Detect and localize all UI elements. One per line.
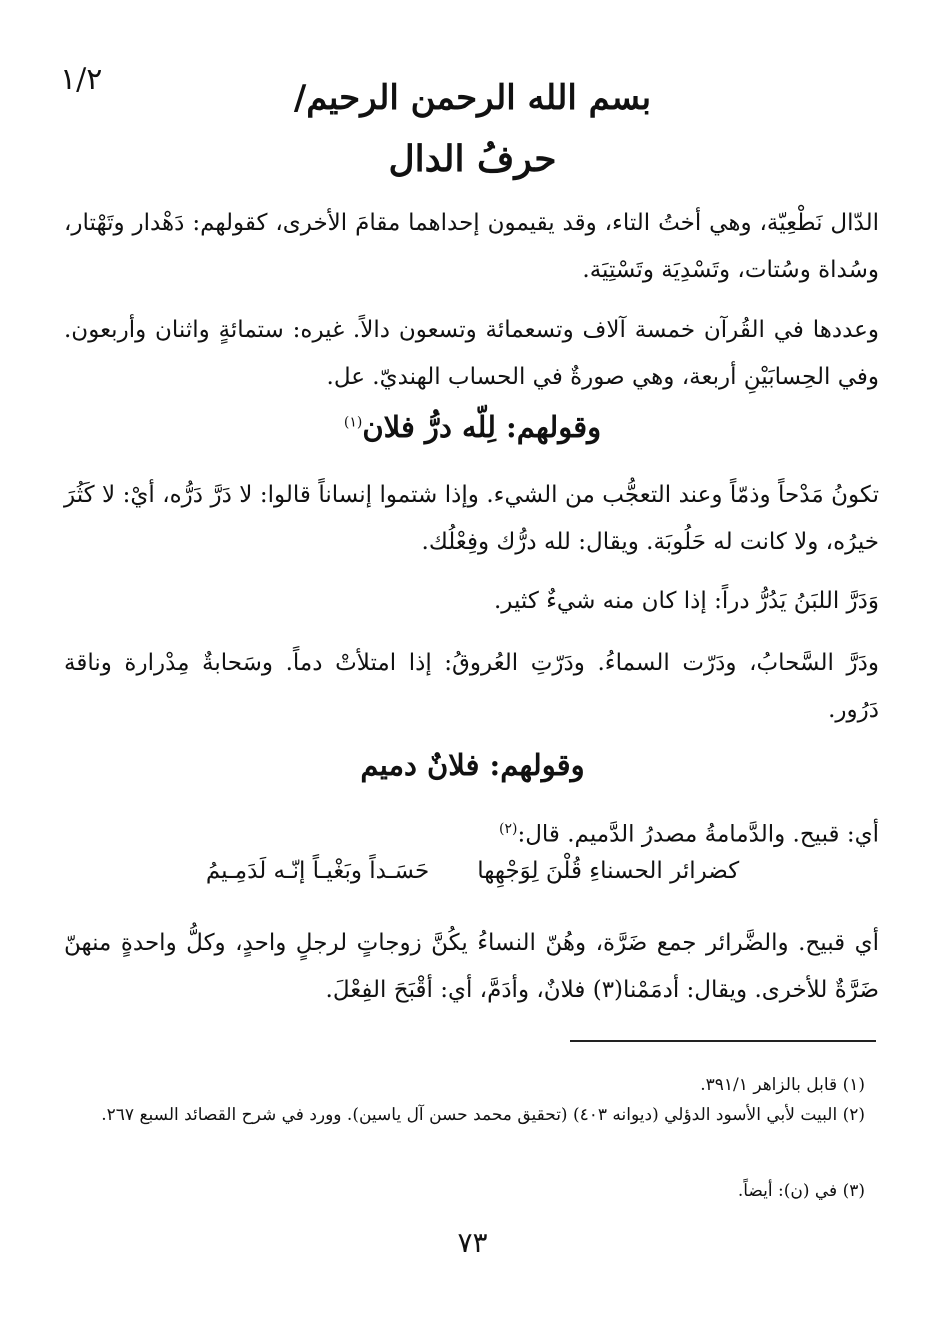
footnote-3: (٣) في (ن): أيضاً. — [737, 1181, 865, 1201]
paragraph-qabih-text: أي: قبيح. والدَّمامةُ مصدرُ الدَّميم. قال: — [517, 821, 879, 848]
paragraph-count: وعددها في القُرآن خمسة آلاف وتسعمائة وتسعون دالاً. غيره: ستمائةٍ واثنان وأربعون. وفي الحِسابَيْنِ أربعة، وهي صورةٌ في الحساب الهنديّ. عل. — [64, 317, 879, 390]
paragraph-sahab: ودَرَّ السَّحابُ، ودَرّت السماءُ. ودَرّتِ العُروقُ: إذا امتلأتْ دماً. وسَحابةٌ مِدْرارة وناقة دَرُور. — [64, 650, 879, 723]
chapter-title: حرفُ الدال — [388, 138, 557, 180]
footnote-2: (٢) البيت لأبي الأسود الدؤلي (ديوانه ٤٠٣) (تحقيق محمد حسن آل ياسين). وورد في شرح القصائد السبع ٢٦٧. — [101, 1105, 865, 1125]
footnote-ref-2: (٢) — [498, 821, 518, 837]
entry-heading-damim: وقولهم: فلانٌ دميم — [360, 748, 585, 782]
footnote-divider — [570, 1040, 876, 1042]
poetry-verse — [0, 858, 945, 884]
verse-first-hemistich: كضرائر الحسناءِ قُلْنَ لِوَجْهِها — [477, 858, 740, 884]
paragraph-madh-dhamm: تكونُ مَدْحاً وذمّاً وعند التعجُّب من الشيء. وإذا شتموا إنساناً قالوا: لا دَرَّ دَرُّه، أيْ: لا كَثُرَ خيرُه، ولا كانت له حَلُوبَة. ويقال: لله درُّك وفِعْلُك. — [64, 482, 879, 555]
paragraph-darair: أي قبيح. والضَّرائر جمع ضَرَّة، وهُنّ النساءُ يكُنَّ زوجاتٍ لرجلٍ واحدٍ، وكلُّ واحدةٍ منهنّ ضَرَّةٌ للأخرى. ويقال: أدمَمْنا(٣) فلانٌ، وأدَمَّ، أي: أقْبَحَ الفِعْلَ. — [64, 930, 879, 1003]
footnote-ref-1: (١) — [343, 414, 363, 431]
paragraph-qabih — [64, 806, 879, 859]
entry-heading-lillah-darru — [0, 410, 945, 444]
paragraph-laban: وَدَرَّ اللبَنُ يَدُرُّ دراً: إذا كان منه شيءٌ كثير. — [493, 588, 879, 614]
footnote-1: (١) قابل بالزاهر ٣٩١/١. — [700, 1075, 865, 1095]
paragraph-intro: الدّال نَطْعِيّة، وهي أختُ التاء، وقد يقيمون إحداهما مقامَ الأخرى، كقولهم: دَهْدار وتَهْتار، وسُداة وسُتات، وتَسْدِيَة وتَسْتِيَة. — [64, 210, 879, 283]
heading-text: وقولهم: لِلّه درُّ فلان — [362, 410, 602, 444]
folio-marker: ١/٢ — [60, 62, 103, 97]
verse-second-hemistich: حَسَـداً وبَغْيـاً إنّـه لَدَمِـيمُ — [205, 858, 430, 884]
page-number: ٧٣ — [457, 1226, 488, 1259]
basmala: بسم الله الرحمن الرحيم/ — [293, 78, 652, 118]
